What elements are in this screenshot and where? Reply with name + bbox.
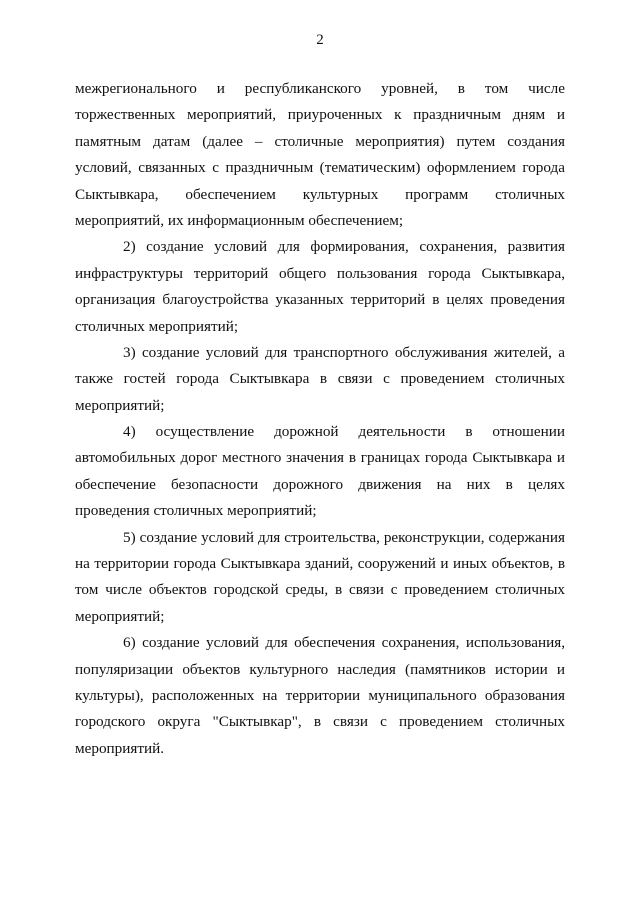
text-line: на территории города Сыктывкара зданий, сооружений и иных объектов, в: [75, 555, 565, 573]
text-line: обеспечение безопасности дорожного движения на них в целях: [75, 475, 565, 493]
text-line: популяризации объектов культурного наследия (памятников истории и: [75, 660, 565, 678]
text-line: памятным датам (далее – столичные мероприятия) путем создания: [75, 132, 565, 150]
document-body: [75, 76, 565, 762]
text-line: 6) создание условий для обеспечения сохранения, использования,: [123, 634, 565, 652]
text-line: культуры), расположенных на территории муниципального образования: [75, 686, 565, 704]
text-line: организация благоустройства указанных территорий в целях проведения: [75, 291, 565, 309]
paragraph: [75, 525, 565, 631]
page-number: 2: [316, 32, 324, 48]
text-line: мероприятий;: [75, 396, 165, 414]
text-line: 5) создание условий для строительства, реконструкции, содержания: [123, 528, 565, 546]
text-line: мероприятий;: [75, 607, 165, 625]
text-line: также гостей города Сыктывкара в связи с проведением столичных: [75, 370, 565, 388]
text-line: 3) создание условий для транспортного обслуживания жителей, а: [123, 343, 565, 361]
text-line: условий, связанных с праздничным (тематическим) оформлением города: [75, 159, 565, 177]
text-line: мероприятий, их информационным обеспечением;: [75, 211, 404, 229]
paragraph: [75, 234, 565, 340]
paragraph: [75, 419, 565, 525]
text-line: Сыктывкара, обеспечением культурных программ столичных: [75, 185, 565, 203]
text-line: 4) осуществление дорожной деятельности в отношении: [123, 423, 565, 441]
paragraph: [75, 76, 565, 234]
text-line: инфраструктуры территорий общего пользования города Сыктывкара,: [75, 264, 565, 282]
text-line: мероприятий.: [75, 739, 165, 757]
paragraph: [75, 340, 565, 419]
text-line: торжественных мероприятий, приуроченных к праздничным дням и: [75, 106, 565, 124]
text-line: том числе объектов городской среды, в связи с проведением столичных: [75, 581, 565, 599]
text-line: 2) создание условий для формирования, сохранения, развития: [123, 238, 565, 256]
text-line: автомобильных дорог местного значения в границах города Сыктывкара и: [75, 449, 565, 467]
text-line: столичных мероприятий;: [75, 317, 239, 335]
text-line: межрегионального и республиканского уровней, в том числе: [75, 80, 565, 97]
text-line: городского округа "Сыктывкар", в связи с проведением столичных: [75, 713, 565, 731]
text-line: проведения столичных мероприятий;: [75, 502, 317, 520]
paragraph: [75, 630, 565, 762]
